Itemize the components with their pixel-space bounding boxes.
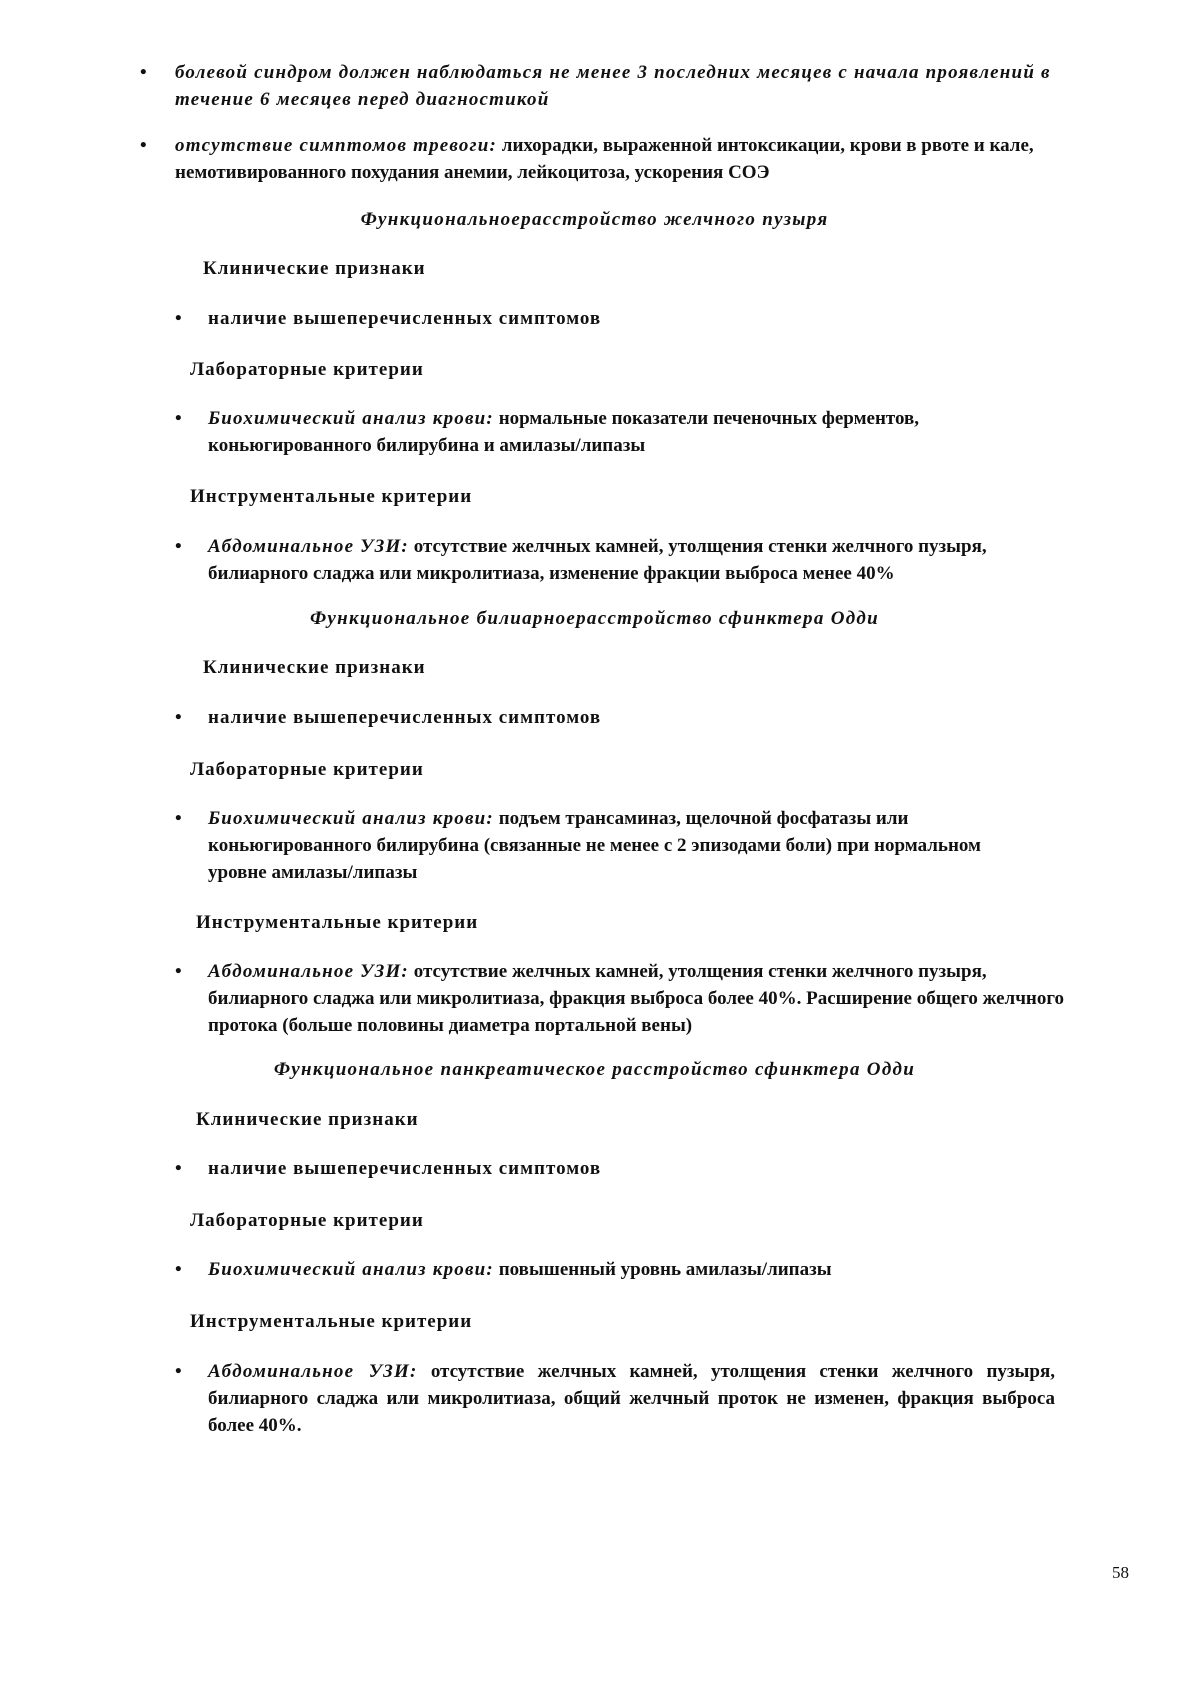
bullet-marker: • — [175, 808, 182, 829]
bullet-marker: • — [175, 1158, 182, 1179]
bullet-marker: • — [175, 1259, 182, 1280]
section-2-lab-text: подъем трансаминаз, щелочной фосфатазы или коньюгированного билирубина (связанные не менее с 2 эпизодами боли) при нормальном уровне амилазы/липазы — [208, 808, 981, 883]
top-bullet-2 — [175, 132, 1065, 186]
top-bullet-2-italic: отсутствие симптомов тревоги: — [175, 135, 498, 156]
section-2-lab-heading: Лабораторные критерии — [190, 759, 424, 780]
section-2-instr-lead: Абдоминальное УЗИ: — [208, 961, 409, 982]
section-1-lab-item — [208, 405, 1008, 459]
section-3-instr-lead: Абдоминальное УЗИ: — [208, 1361, 418, 1382]
section-1-lab-text: нормальные показатели печеночных ферментов, коньюгированного билирубина и амилазы/липазы — [208, 408, 920, 456]
section-1-instr-text: отсутствие желчных камней, утолщения стенки желчного пузыря, билиарного сладжа или микролитиаза, изменение фракции выброса менее 40% — [208, 536, 987, 584]
top-bullet-1 — [175, 59, 1055, 113]
page-number: 58 — [1112, 1563, 1129, 1582]
bullet-marker: • — [175, 961, 182, 982]
bullet-marker: • — [140, 62, 147, 83]
section-3-instr-text: отсутствие желчных камней, утолщения стенки желчного пузыря, билиарного сладжа или микролитиаза, общий желчный проток не изменен, фракция выброса более 40%. — [208, 1361, 1055, 1436]
section-2-lab-lead: Биохимический анализ крови: — [208, 808, 494, 829]
section-1-lab-heading: Лабораторные критерии — [190, 359, 424, 380]
section-3-clinical-heading: Клинические признаки — [196, 1109, 419, 1130]
section-1-clinical-heading: Клинические признаки — [203, 258, 426, 279]
bullet-marker: • — [175, 308, 182, 329]
section-2-instr-heading: Инструментальные критерии — [196, 912, 479, 933]
section-3-instr-heading: Инструментальные критерии — [190, 1311, 473, 1332]
section-3-lab-lead: Биохимический анализ крови: — [208, 1259, 494, 1280]
section-3-clinical-item: наличие вышеперечисленных симптомов — [208, 1158, 602, 1179]
section-2-lab-item — [208, 805, 988, 886]
section-1-title: Функциональноерасстройство желчного пузыря — [360, 209, 829, 230]
bullet-marker: • — [140, 135, 147, 156]
bullet-marker: • — [175, 536, 182, 557]
section-3-lab-heading: Лабораторные критерии — [190, 1210, 424, 1231]
section-2-clinical-heading: Клинические признаки — [203, 657, 426, 678]
section-3-title: Функциональное панкреатическое расстройство сфинктера Одди — [273, 1059, 916, 1080]
section-2-instr-text: отсутствие желчных камней, утолщения стенки желчного пузыря, билиарного сладжа или микролитиаза, фракция выброса более 40%. Расширение общего желчного протока (больше половины диаметра портальной вены) — [208, 961, 1065, 1036]
bullet-marker: • — [175, 1361, 182, 1382]
top-bullet-1-italic: болевой синдром должен наблюдаться не менее 3 последних месяцев с начала проявлений в течение 6 месяцев перед диагностикой — [175, 62, 1051, 110]
bullet-marker: • — [175, 408, 182, 429]
section-3-instr-item — [208, 1358, 1055, 1439]
section-1-lab-lead: Биохимический анализ крови: — [208, 408, 494, 429]
section-3-lab-item — [208, 1256, 1068, 1283]
section-2-title: Функциональное билиарноерасстройство сфинктера Одди — [309, 608, 880, 629]
section-3-lab-text: повышенный уровнь амилазы/липазы — [493, 1259, 832, 1280]
section-2-instr-item — [208, 958, 1068, 1039]
section-2-clinical-item: наличие вышеперечисленных симптомов — [208, 707, 602, 728]
section-1-instr-lead: Абдоминальное УЗИ: — [208, 536, 409, 557]
bullet-marker: • — [175, 707, 182, 728]
section-1-clinical-item: наличие вышеперечисленных симптомов — [208, 308, 602, 329]
section-1-instr-heading: Инструментальные критерии — [190, 486, 473, 507]
section-1-instr-item — [208, 533, 1068, 587]
top-bullet-2-text: лихорадки, выраженной интоксикации, крови в рвоте и кале, немотивированного похудания анемии, лейкоцитоза, ускорения СОЭ — [175, 135, 1034, 183]
